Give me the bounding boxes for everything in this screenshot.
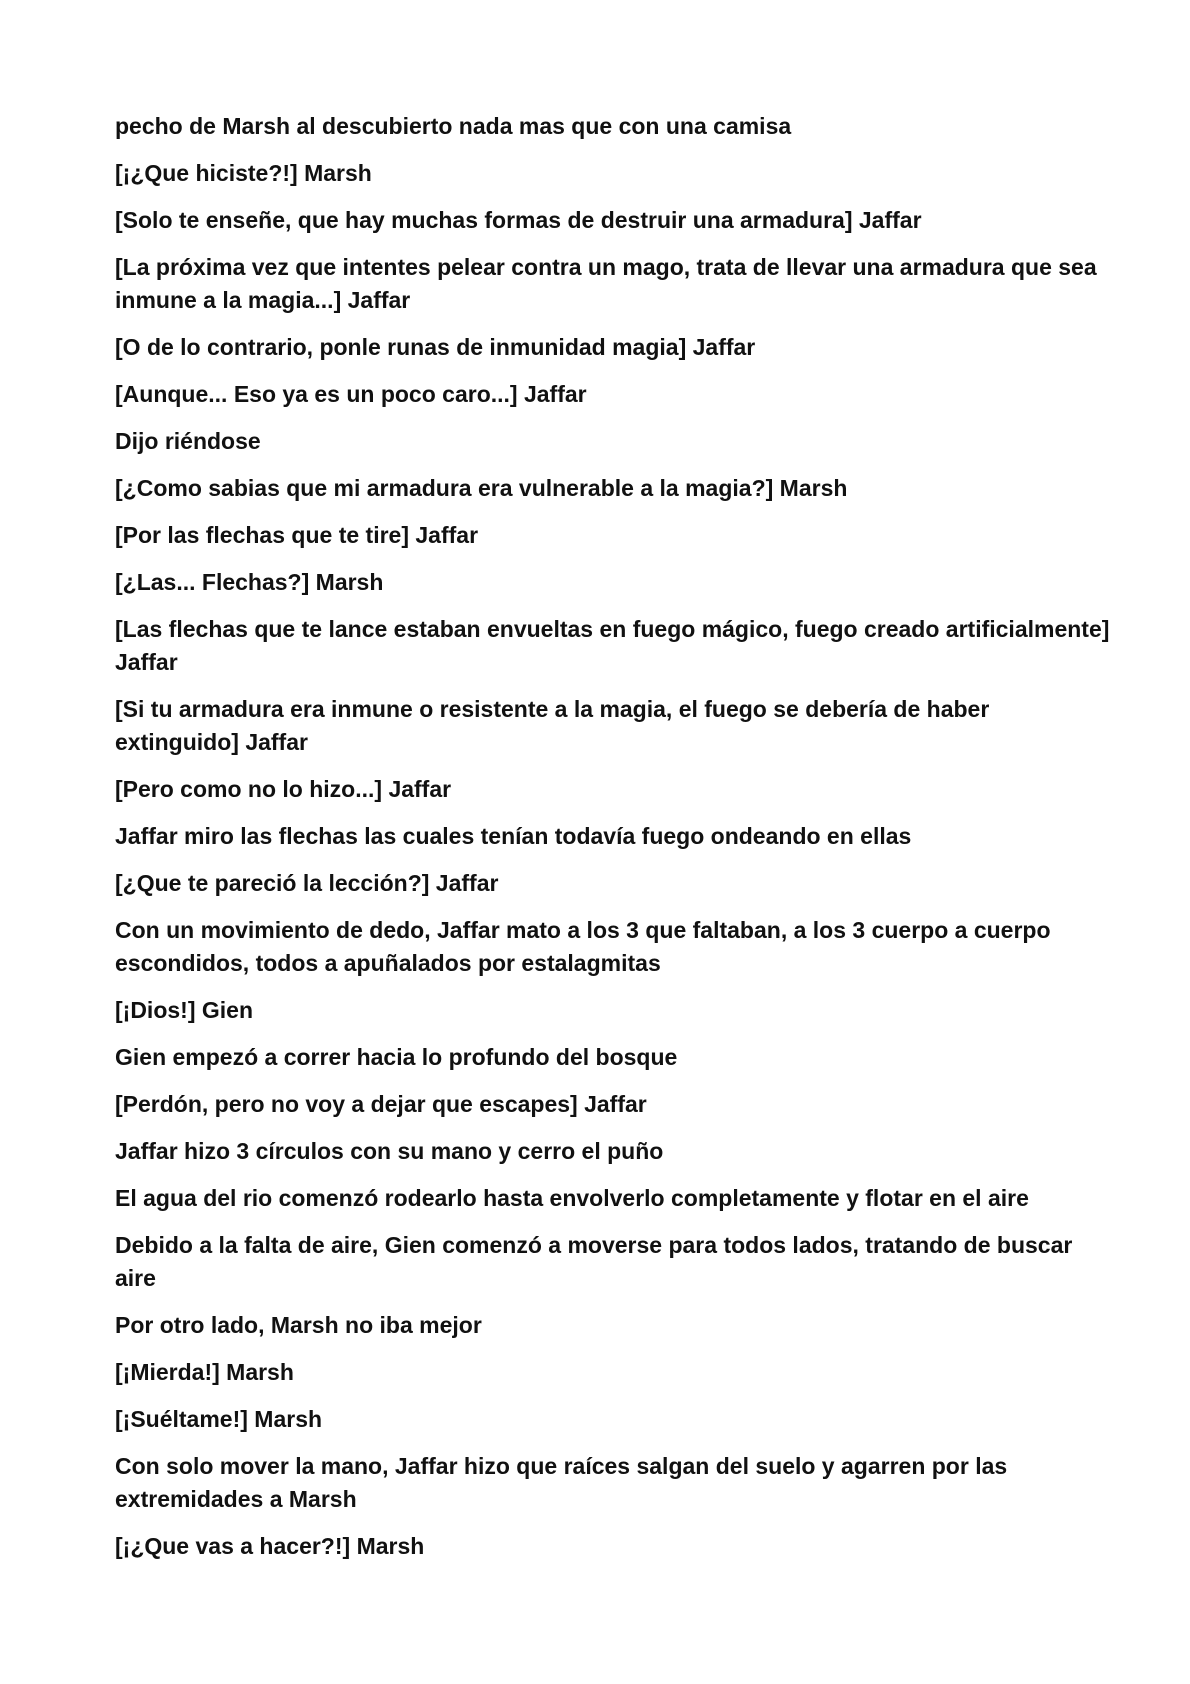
paragraph: [Si tu armadura era inmune o resistente a la magia, el fuego se debería de haber extinguido] Jaffar: [115, 696, 990, 755]
paragraph: [Pero como no lo hizo...] Jaffar: [115, 776, 452, 802]
paragraph: Por otro lado, Marsh no iba mejor: [115, 1312, 482, 1338]
paragraph: [Solo te enseñe, que hay muchas formas de destruir una armadura] Jaffar: [115, 207, 922, 233]
paragraph: Jaffar hizo 3 círculos con su mano y cerro el puño: [115, 1138, 664, 1164]
paragraph: [¿Como sabias que mi armadura era vulnerable a la magia?] Marsh: [115, 475, 848, 501]
document-page: [115, 110, 1115, 1577]
paragraph: [Por las flechas que te tire] Jaffar: [115, 522, 479, 548]
paragraph: [¡¿Que hiciste?!] Marsh: [115, 160, 372, 186]
paragraph: [¡¿Que vas a hacer?!] Marsh: [115, 1533, 425, 1559]
paragraph: Dijo riéndose: [115, 428, 261, 454]
paragraph: [Aunque... Eso ya es un poco caro...] Jaffar: [115, 381, 587, 407]
paragraph: [¡Dios!] Gien: [115, 997, 253, 1023]
paragraph: El agua del rio comenzó rodearlo hasta envolverlo completamente y flotar en el aire: [115, 1185, 1029, 1211]
paragraph: Con un movimiento de dedo, Jaffar mato a los 3 que faltaban, a los 3 cuerpo a cuerpo escondidos, todos a apuñalados por estalagmitas: [115, 917, 1051, 976]
paragraph: Gien empezó a correr hacia lo profundo del bosque: [115, 1044, 678, 1070]
paragraph: [Las flechas que te lance estaban envueltas en fuego mágico, fuego creado artificialmente] Jaffar: [115, 616, 1110, 675]
paragraph: [¡Mierda!] Marsh: [115, 1359, 294, 1385]
paragraph: pecho de Marsh al descubierto nada mas que con una camisa: [115, 113, 792, 139]
paragraph: [Perdón, pero no voy a dejar que escapes] Jaffar: [115, 1091, 647, 1117]
paragraph: Con solo mover la mano, Jaffar hizo que raíces salgan del suelo y agarren por las extremidades a Marsh: [115, 1453, 1008, 1512]
paragraph: [¿Las... Flechas?] Marsh: [115, 569, 384, 595]
paragraph: [¿Que te pareció la lección?] Jaffar: [115, 870, 499, 896]
paragraph: [La próxima vez que intentes pelear contra un mago, trata de llevar una armadura que sea inmune a la magia...] Jaffar: [115, 254, 1097, 313]
paragraph: Jaffar miro las flechas las cuales tenían todavía fuego ondeando en ellas: [115, 823, 912, 849]
paragraph: Debido a la falta de aire, Gien comenzó a moverse para todos lados, tratando de buscar aire: [115, 1232, 1073, 1291]
paragraph: [¡Suéltame!] Marsh: [115, 1406, 323, 1432]
paragraph: [O de lo contrario, ponle runas de inmunidad magia] Jaffar: [115, 334, 756, 360]
